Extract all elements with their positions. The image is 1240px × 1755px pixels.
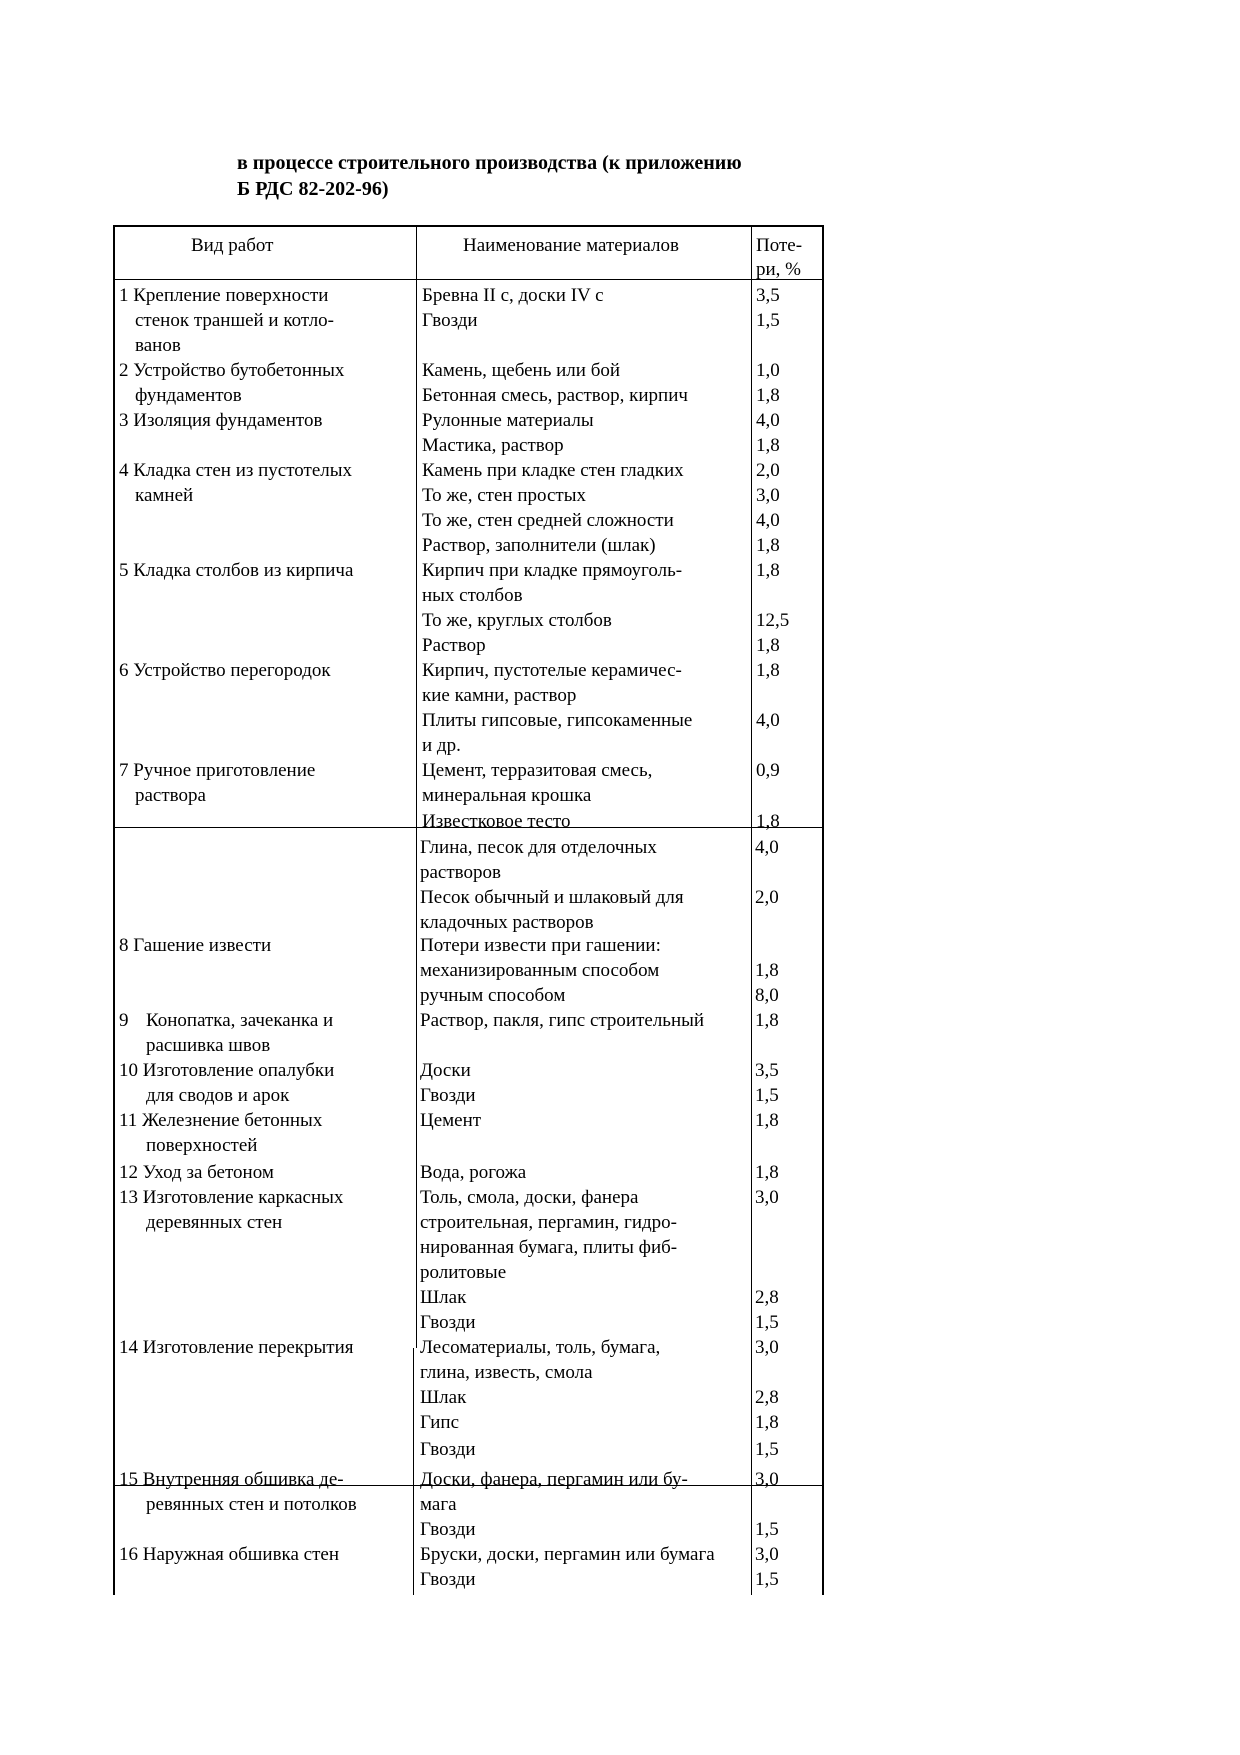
work-cell: ревянных стен и потолков (146, 1494, 357, 1515)
loss-cell: 1,8 (756, 660, 780, 681)
material-cell: минеральная крошка (422, 785, 592, 806)
work-cell: 10 Изготовление опалубки (119, 1060, 335, 1081)
work-cell: 14 Изготовление перекрытия (119, 1337, 354, 1358)
loss-cell: 12,5 (756, 610, 790, 631)
loss-cell: 1,8 (756, 385, 780, 406)
material-cell: Толь, смола, доски, фанера (420, 1187, 639, 1208)
loss-cell: 1,8 (755, 960, 779, 981)
material-cell: Мастика, раствор (422, 435, 564, 456)
loss-cell: 1,8 (755, 1010, 779, 1031)
work-cell: 13 Изготовление каркасных (119, 1187, 344, 1208)
material-cell: Бетонная смесь, раствор, кирпич (422, 385, 688, 406)
work-cell: раствора (135, 785, 206, 806)
material-cell: Раствор, заполнители (шлак) (422, 535, 656, 556)
column-divider (751, 227, 752, 1595)
loss-cell: 4,0 (756, 410, 780, 431)
material-cell: Вода, рогожа (420, 1162, 527, 1183)
loss-cell: 3,0 (755, 1544, 779, 1565)
work-cell: ванов (135, 335, 181, 356)
work-cell: 11 Железнение бетонных (119, 1110, 323, 1131)
loss-cell: 2,8 (755, 1287, 779, 1308)
material-cell: Доски, фанера, пергамин или бу- (420, 1469, 688, 1490)
work-cell: Конопатка, зачеканка и (146, 1010, 334, 1031)
material-cell: То же, стен простых (422, 485, 586, 506)
work-cell: 7 Ручное приготовление (119, 760, 316, 781)
material-cell: Камень при кладке стен гладких (422, 460, 684, 481)
material-cell: глина, известь, смола (420, 1362, 593, 1383)
material-cell: мага (420, 1494, 457, 1515)
work-cell: 3 Изоляция фундаментов (119, 410, 323, 431)
heading-line-1: в процессе строительного производства (к приложению (237, 152, 742, 174)
materials-loss-table (113, 225, 824, 1595)
loss-cell: 1,8 (756, 435, 780, 456)
material-cell: Плиты гипсовые, гипсокаменные (422, 710, 693, 731)
work-cell: 16 Наружная обшивка стен (119, 1544, 340, 1565)
work-cell: для сводов и арок (146, 1085, 290, 1106)
work-cell: 8 Гашение извести (119, 935, 272, 956)
loss-cell: 4,0 (756, 510, 780, 531)
work-cell: 15 Внутренняя обшивка де- (119, 1469, 344, 1490)
material-cell: Песок обычный и шлаковый для (420, 887, 684, 908)
loss-cell: 3,5 (756, 285, 780, 306)
loss-cell: 4,0 (755, 837, 779, 858)
work-cell: 6 Устройство перегородок (119, 660, 331, 681)
material-cell: Гвозди (420, 1439, 476, 1460)
material-cell: Гвозди (420, 1312, 476, 1333)
work-cell: 12 Уход за бетоном (119, 1162, 274, 1183)
header-rule (115, 279, 822, 280)
material-cell: ных столбов (422, 585, 523, 606)
loss-cell: 1,0 (756, 360, 780, 381)
loss-cell: 8,0 (755, 985, 779, 1006)
material-cell: Рулонные материалы (422, 410, 594, 431)
loss-cell: 3,0 (755, 1469, 779, 1490)
work-cell: 4 Кладка стен из пустотелых (119, 460, 353, 481)
material-cell: То же, круглых столбов (422, 610, 612, 631)
material-cell: Раствор, пакля, гипс строительный (420, 1010, 705, 1031)
material-cell: Камень, щебень или бой (422, 360, 621, 381)
loss-cell: 1,8 (756, 811, 780, 832)
header-material: Наименование материалов (463, 235, 679, 256)
material-cell: Гвозди (422, 310, 478, 331)
loss-cell: 1,5 (755, 1085, 779, 1106)
column-divider (413, 1348, 414, 1595)
loss-cell: 2,0 (756, 460, 780, 481)
loss-cell: 3,5 (755, 1060, 779, 1081)
work-cell: фундаментов (135, 385, 242, 406)
material-cell: растворов (420, 862, 501, 883)
work-cell: стенок траншей и котло- (135, 310, 335, 331)
material-cell: Бревна II с, доски IV с (422, 285, 604, 306)
material-cell: строительная, пергамин, гидро- (420, 1212, 678, 1233)
column-divider (416, 227, 417, 1348)
material-cell: Гвозди (420, 1569, 476, 1590)
work-cell: 9 (119, 1010, 129, 1031)
loss-cell: 1,5 (755, 1569, 779, 1590)
material-cell: Лесоматериалы, толь, бумага, (420, 1337, 661, 1358)
material-cell: Гвозди (420, 1085, 476, 1106)
loss-cell: 1,8 (756, 635, 780, 656)
material-cell: нированная бумага, плиты фиб- (420, 1237, 678, 1258)
material-cell: Гипс (420, 1412, 460, 1433)
material-cell: Известковое тесто (422, 811, 571, 832)
loss-cell: 1,8 (755, 1412, 779, 1433)
work-cell: 2 Устройство бутобетонных (119, 360, 345, 381)
loss-cell: 1,8 (755, 1110, 779, 1131)
material-cell: Шлак (420, 1287, 467, 1308)
header-loss: ри, % (756, 259, 801, 280)
material-cell: ролитовые (420, 1262, 507, 1283)
loss-cell: 4,0 (756, 710, 780, 731)
work-cell: камней (135, 485, 194, 506)
loss-cell: 0,9 (756, 760, 780, 781)
document-heading (237, 150, 797, 202)
material-cell: Раствор (422, 635, 486, 656)
work-cell: расшивка швов (146, 1035, 271, 1056)
loss-cell: 3,0 (755, 1337, 779, 1358)
work-cell: поверхностей (146, 1135, 258, 1156)
material-cell: и др. (422, 735, 461, 756)
material-cell: Бруски, доски, пергамин или бумага (420, 1544, 715, 1565)
material-cell: То же, стен средней сложности (422, 510, 674, 531)
loss-cell: 1,5 (756, 310, 780, 331)
work-cell: 1 Крепление поверхности (119, 285, 329, 306)
loss-cell: 1,5 (755, 1519, 779, 1540)
material-cell: механизированным способом (420, 960, 660, 981)
work-cell: деревянных стен (146, 1212, 283, 1233)
material-cell: кладочных растворов (420, 912, 594, 933)
material-cell: Шлак (420, 1387, 467, 1408)
material-cell: Цемент, терразитовая смесь, (422, 760, 653, 781)
header-work: Вид работ (191, 235, 274, 256)
loss-cell: 1,5 (755, 1439, 779, 1460)
material-cell: Гвозди (420, 1519, 476, 1540)
material-cell: Кирпич при кладке прямоуголь- (422, 560, 683, 581)
loss-cell: 2,8 (755, 1387, 779, 1408)
loss-cell: 3,0 (755, 1187, 779, 1208)
loss-cell: 3,0 (756, 485, 780, 506)
loss-cell: 1,8 (756, 535, 780, 556)
loss-cell: 1,8 (755, 1162, 779, 1183)
header-loss: Поте- (756, 235, 803, 256)
material-cell: кие камни, раствор (422, 685, 577, 706)
material-cell: Глина, песок для отделочных (420, 837, 657, 858)
heading-line-2: Б РДС 82-202-96) (237, 178, 389, 200)
material-cell: Кирпич, пустотелые керамичес- (422, 660, 682, 681)
loss-cell: 1,5 (755, 1312, 779, 1333)
loss-cell: 1,8 (756, 560, 780, 581)
material-cell: Потери извести при гашении: (420, 935, 661, 956)
material-cell: Цемент (420, 1110, 482, 1131)
loss-cell: 2,0 (755, 887, 779, 908)
work-cell: 5 Кладка столбов из кирпича (119, 560, 354, 581)
material-cell: ручным способом (420, 985, 566, 1006)
material-cell: Доски (420, 1060, 471, 1081)
